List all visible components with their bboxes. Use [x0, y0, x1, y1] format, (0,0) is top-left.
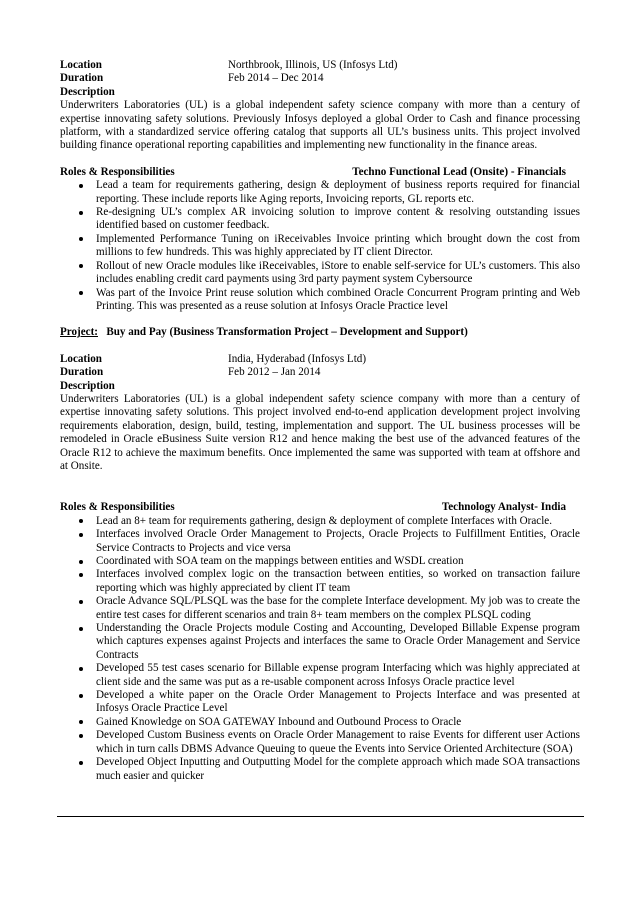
duration-row	[60, 366, 580, 379]
roles-header	[60, 166, 580, 179]
role-title: Technology Analyst- India	[441, 501, 566, 514]
roles-label: Roles & Responsibilities	[60, 501, 175, 514]
list-item: Interfaces involved Oracle Order Management to Projects, Oracle Projects to Fulfillment Entities, Oracle Service Contracts to Projects and vice versa	[96, 528, 580, 554]
list-item: Re-designing UL’s complex AR invoicing solution to improve content & resolving outstanding issues identified based on customer feedback.	[96, 206, 580, 232]
description-text: Underwriters Laboratories (UL) is a global independent safety science company with more than a century of expertise innovating safety solutions. This project involved end-to-end application development project involving requirements elaboration, design, build, testing, implementation and support. The UL business processes will be remodeled in Oracle eBusiness Suite version R12 and hence making the best use of the advanced features of the Oracle R12 to achieve the maximum benefits. Once implemented the same was supported with team at offshore and at Onsite.	[60, 392, 580, 472]
list-item: Developed Object Inputting and Outputting Model for the complete approach which made SOA transactions much easier and quicker	[96, 756, 580, 782]
duration-label: Duration	[60, 366, 104, 379]
footer-divider	[57, 816, 584, 817]
roles-label: Roles & Responsibilities	[60, 165, 175, 178]
role-title: Techno Functional Lead (Onsite) - Financials	[352, 165, 566, 178]
list-item: Coordinated with SOA team on the mappings between entities and WSDL creation	[96, 555, 580, 568]
list-item: Lead a team for requirements gathering, design & deployment of business reports required for financial reporting. These include reports like Aging reports, Invoicing reports, GL reports etc.	[96, 179, 580, 205]
list-item: Interfaces involved complex logic on the transaction between entities, so worked on transaction failure reporting which was highly appreciated by client IT team	[96, 568, 580, 594]
duration-label: Duration	[60, 72, 104, 85]
location-row	[60, 353, 580, 366]
location-value: Northbrook, Illinois, US (Infosys Ltd)	[228, 59, 398, 71]
list-item: Rollout of new Oracle modules like iReceivables, iStore to enable self-service for UL’s customers. This also includes enabling credit card payments using 3rd party payment system Cybersource	[96, 259, 580, 286]
project-label: Project:	[60, 326, 98, 339]
location-row	[60, 59, 580, 72]
list-item: Lead an 8+ team for requirements gathering, design & deployment of complete Interfaces with Oracle.	[96, 515, 580, 528]
project-title: Buy and Pay (Business Transformation Project – Development and Support)	[106, 326, 468, 339]
resume-content	[60, 59, 580, 783]
responsibilities-list	[60, 515, 580, 783]
list-item: Developed 55 test cases scenario for Billable expense program Interfacing which was highly appreciated at client side and the same was put as a re-usable component across Infosys Oracle practice level	[96, 662, 580, 688]
description-label: Description	[60, 379, 115, 392]
location-label: Location	[60, 59, 102, 71]
description-label: Description	[60, 85, 115, 98]
location-label: Location	[60, 352, 102, 365]
project-heading	[60, 326, 580, 339]
list-item: Developed Custom Business events on Oracle Order Management to raise Events for different user Actions which in turn calls DBMS Advance Queuing to queue the Events into Service Oriented Architecture (SOA)	[96, 729, 580, 755]
roles-header	[60, 501, 580, 514]
duration-row	[60, 72, 580, 85]
list-item: Oracle Advance SQL/PLSQL was the base for the complete Interface development. My job was to create the entire test cases for different scenarios and train 8+ team members on the complex PLSQL coding	[96, 595, 580, 621]
responsibilities-list	[60, 179, 580, 313]
description-text: Underwriters Laboratories (UL) is a global independent safety science company with more than a century of expertise innovating safety solutions. Previously Infosys deployed a global Order to Cash and finance processing platform, with a standardized service offering catalog that supports all UL’s business units. This project involved building finance operational reporting capabilities and implementing new functionality in the finance areas.	[60, 99, 580, 152]
location-value: India, Hyderabad (Infosys Ltd)	[228, 352, 367, 365]
list-item: Gained Knowledge on SOA GATEWAY Inbound and Outbound Process to Oracle	[96, 716, 580, 729]
duration-value: Feb 2014 – Dec 2014	[228, 72, 324, 85]
list-item: Understanding the Oracle Projects module Costing and Accounting, Developed Billable Expense program which captures expenses against Projects and interfaces the same to Oracle Order Management and Service Contracts	[96, 622, 580, 661]
list-item: Implemented Performance Tuning on iReceivables Invoice printing which brought down the cost from millions to few hundreds. This was highly appreciated by IT client Director.	[96, 232, 580, 259]
list-item: Was part of the Invoice Print reuse solution which combined Oracle Concurrent Program printing and Web Printing. This was presented as a reuse solution at Infosys Oracle Practice level	[96, 286, 580, 312]
duration-value: Feb 2012 – Jan 2014	[228, 366, 321, 379]
list-item: Developed a white paper on the Oracle Order Management to Projects Interface and was presented at Infosys Oracle Practice Level	[96, 689, 580, 715]
